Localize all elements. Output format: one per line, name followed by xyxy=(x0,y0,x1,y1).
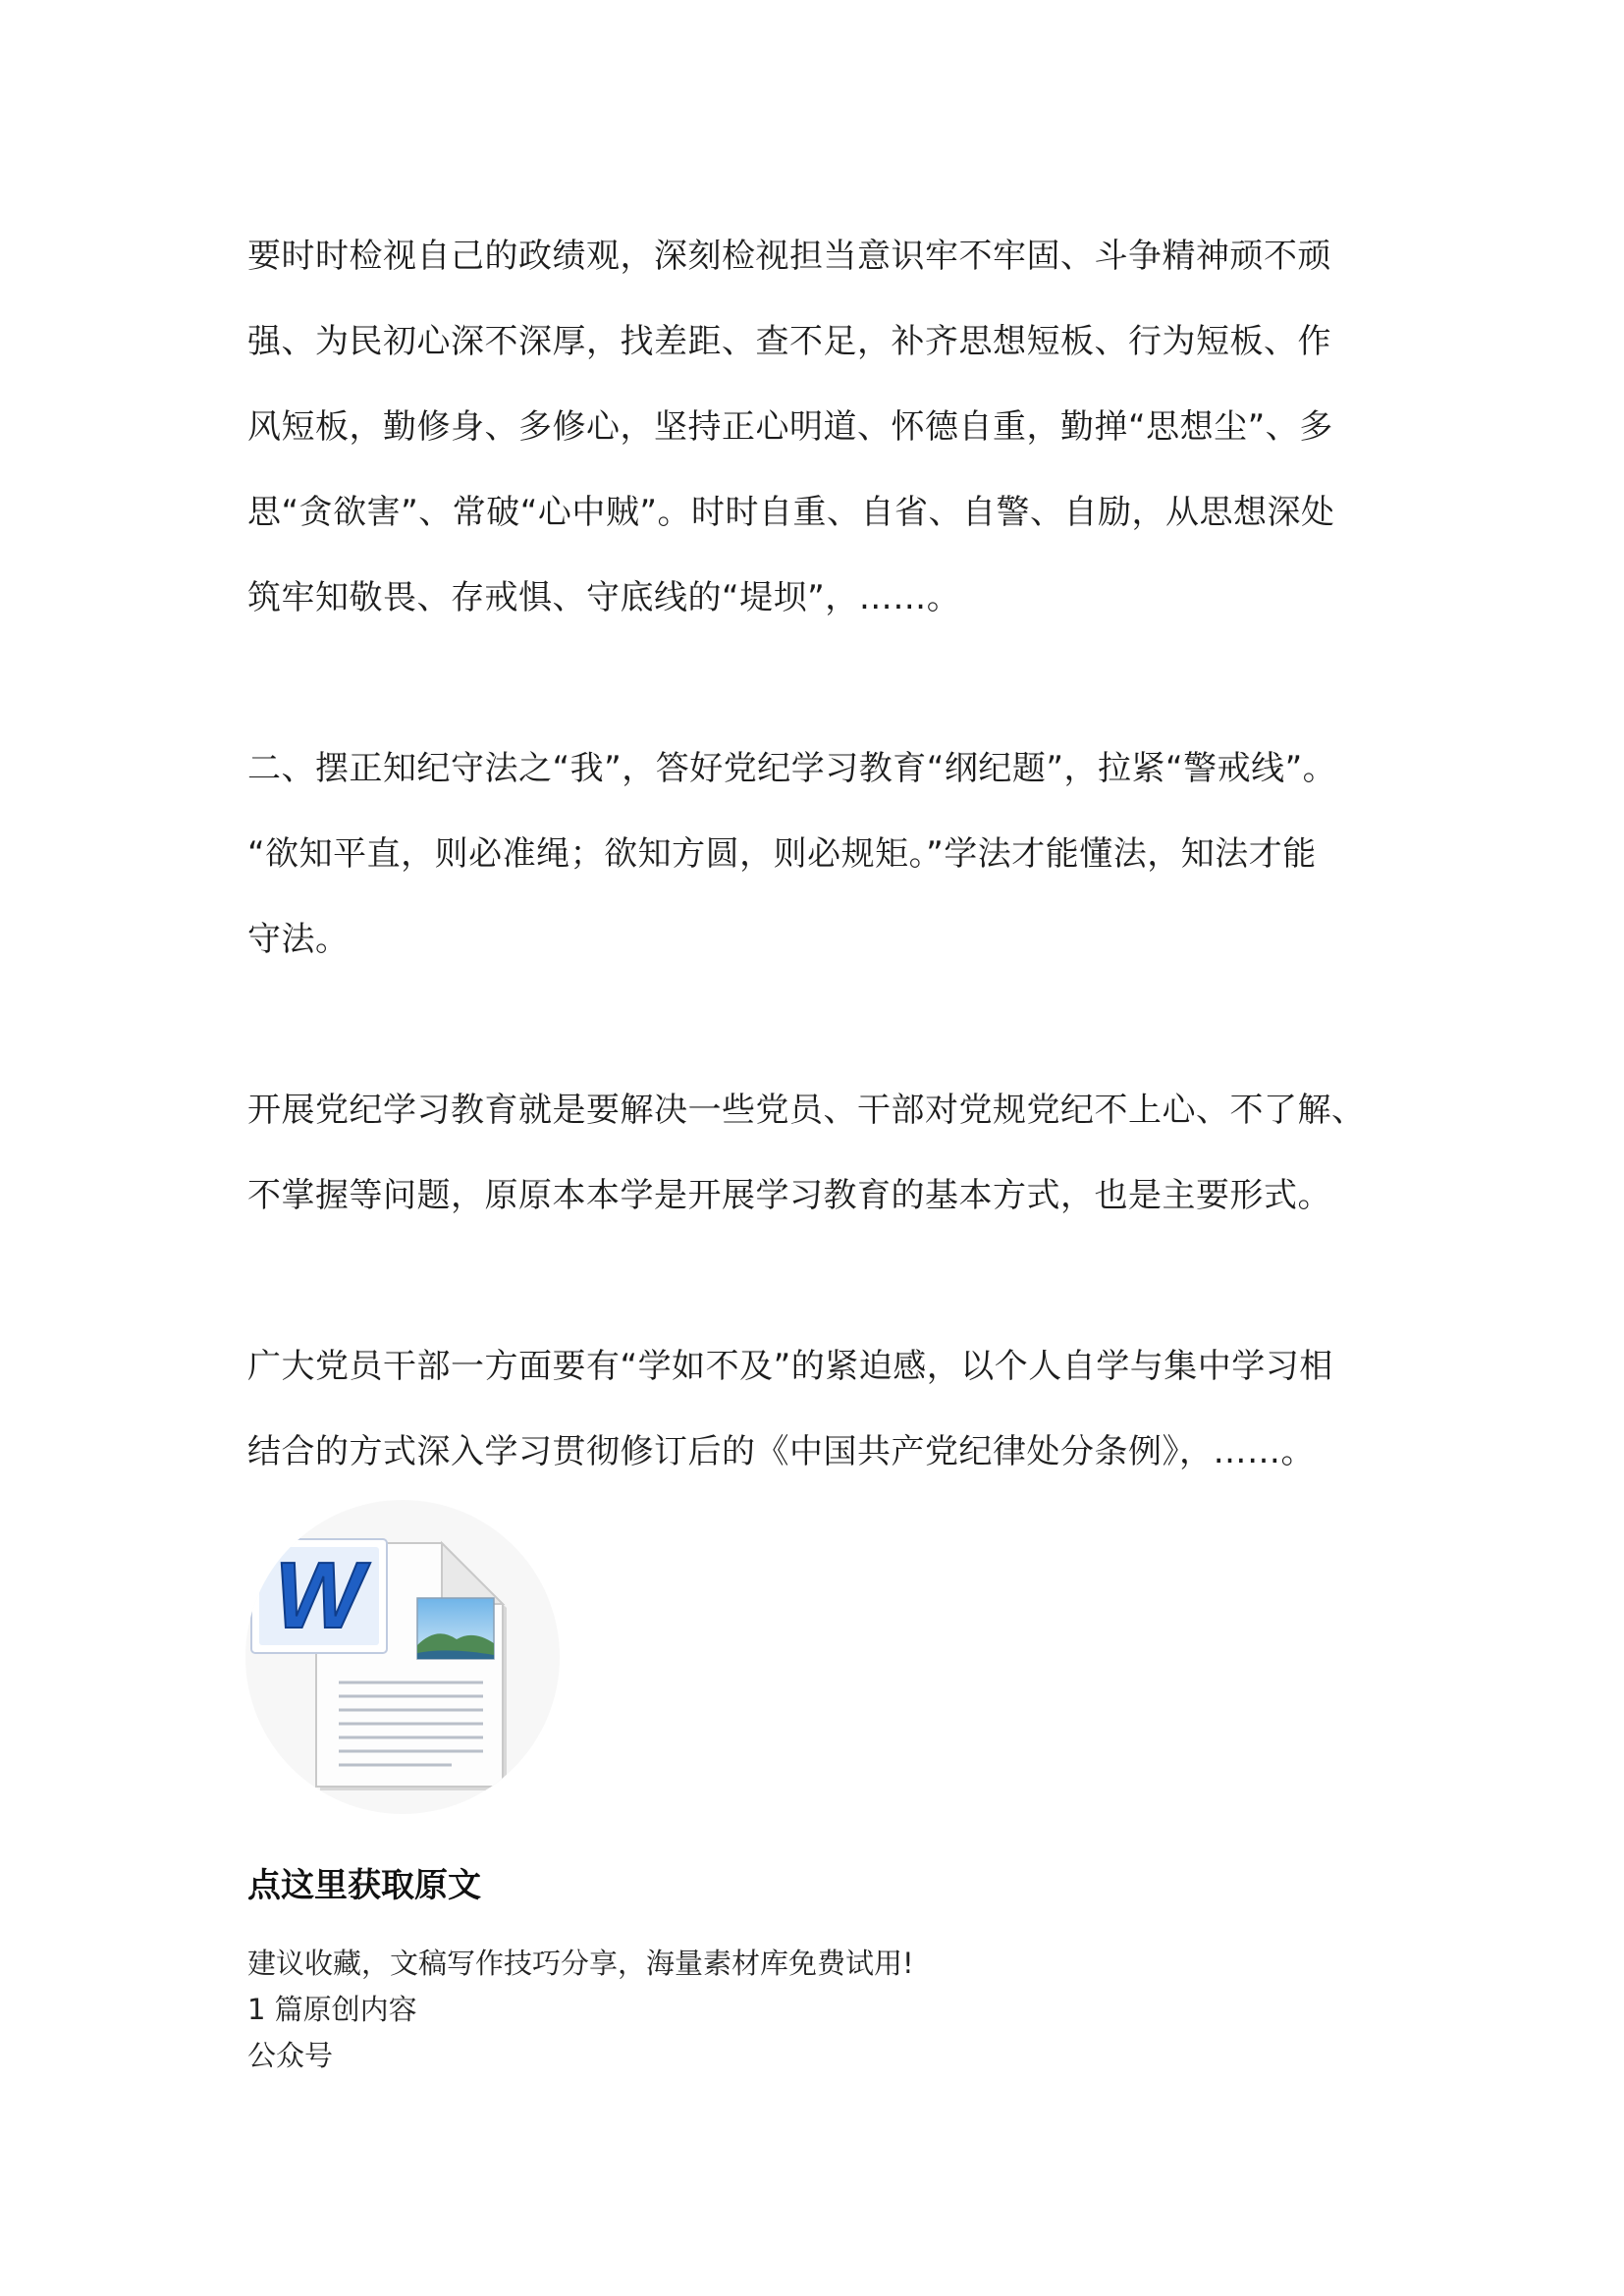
official-account-label[interactable]: 公众号 xyxy=(247,2039,334,2072)
paragraph-line: 开展党纪学习教育就是要解决一些党员、干部对党规党纪不上心、不了解、 xyxy=(247,1091,1366,1130)
word-document-icon[interactable] xyxy=(245,1500,560,1814)
paragraph-1 xyxy=(247,214,1406,641)
paragraph-2 xyxy=(247,726,1406,983)
original-content-count: 1 篇原创内容 xyxy=(247,1993,417,2026)
paragraph-4 xyxy=(247,1324,1406,1495)
paragraph-line: “欲知平直，则必准绳；欲知方圆，则必规矩。”学法才能懂法，知法才能 xyxy=(247,834,1317,874)
paragraph-line: 守法。 xyxy=(247,920,350,959)
promo-tip: 建议收藏，文稿写作技巧分享，海量素材库免费试用! xyxy=(247,1947,914,1980)
paragraph-line: 要时时检视自己的政绩观，深刻检视担当意识牢不牢固、斗争精神顽不顽 xyxy=(247,237,1331,276)
word-document-icon-graphic xyxy=(245,1500,560,1814)
paragraph-line: 强、为民初心深不深厚，找差距、查不足，补齐思想短板、行为短板、作 xyxy=(247,322,1331,361)
paragraph-line: 思“贪欲害”、常破“心中贼”。时时自重、自省、自警、自励，从思想深处 xyxy=(247,493,1335,532)
paragraph-3 xyxy=(247,1068,1406,1239)
paragraph-line: 广大党员干部一方面要有“学如不及”的紧迫感，以个人自学与集中学习相 xyxy=(247,1347,1333,1386)
paragraph-line: 筑牢知敬畏、存戒惧、守底线的“堤坝”，……。 xyxy=(247,578,961,617)
get-original-link[interactable]: 点这里获取原文 xyxy=(247,1866,481,1905)
paragraph-line: 不掌握等问题，原原本本学是开展学习教育的基本方式，也是主要形式。 xyxy=(247,1176,1331,1215)
paragraph-line: 结合的方式深入学习贯彻修订后的《中国共产党纪律处分条例》，……。 xyxy=(247,1432,1315,1471)
section-heading-line: 二、摆正知纪守法之“我”，答好党纪学习教育“纲纪题”，拉紧“警戒线”。 xyxy=(247,749,1337,788)
paragraph-line: 风短板，勤修身、多修心，坚持正心明道、怀德自重，勤掸“思想尘”、多 xyxy=(247,407,1333,447)
word-letter: W xyxy=(274,1543,364,1648)
